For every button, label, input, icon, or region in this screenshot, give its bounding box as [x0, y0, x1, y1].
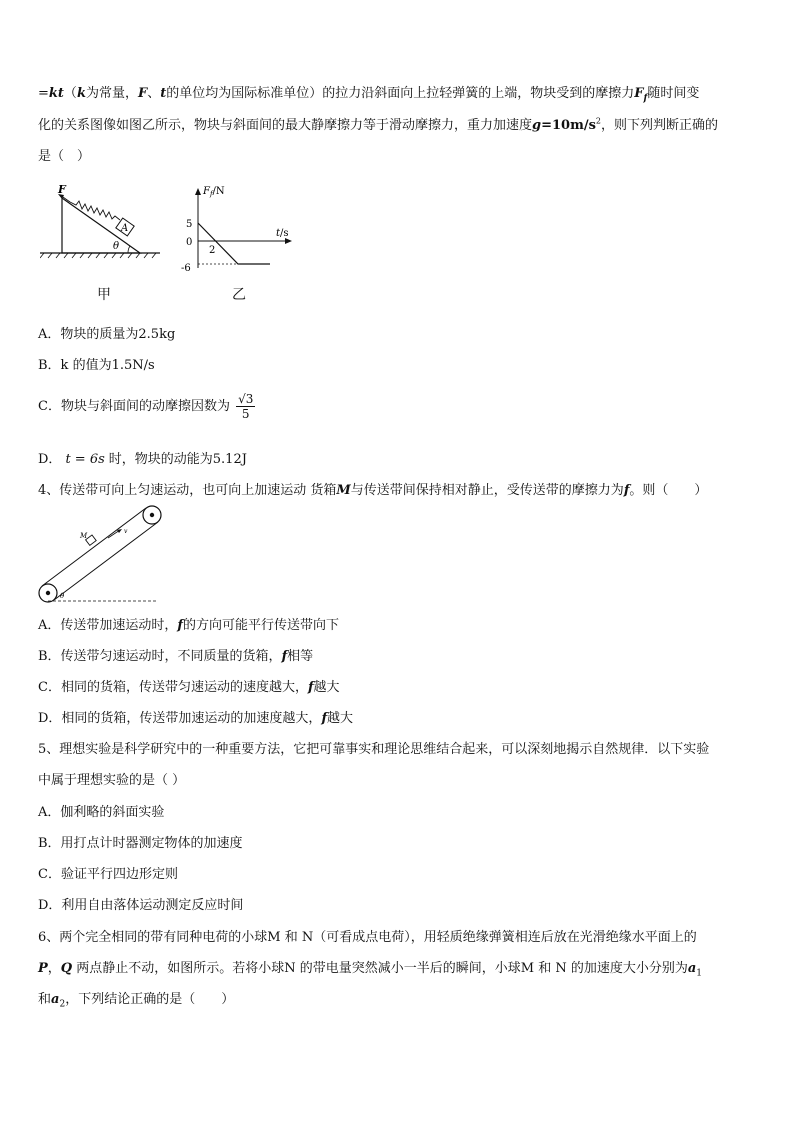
q6-a1-sub: 1: [696, 968, 703, 979]
q3-figure-yi: [178, 180, 303, 275]
yi-tick-neg6: -6: [181, 263, 191, 274]
yi-tick-0: 0: [186, 237, 193, 248]
q3-option-a: A．物块的质量为2.5kg: [38, 327, 176, 342]
q3-text: （: [63, 86, 77, 101]
spring: [70, 201, 120, 220]
q4-f: f: [281, 649, 288, 664]
q3-stem-line-2: [38, 114, 718, 133]
cargo-box-M: [86, 535, 97, 545]
q3-F: F: [137, 86, 148, 101]
yi-tick-5: 5: [186, 219, 193, 230]
belt-top: [42, 508, 146, 586]
q3-equals: =: [38, 86, 49, 101]
q4-text: 越大: [313, 680, 340, 695]
label-F: F: [58, 183, 66, 196]
label-A: A: [121, 223, 129, 234]
yi-y-label: $F_f/N$: [203, 186, 225, 198]
label-theta: θ: [113, 241, 120, 252]
q3-kt: kt: [48, 86, 64, 101]
q5-stem-line-1: 5、理想实验是科学研究中的一种重要方法，它把可靠事实和理论思维结合起来，可以深刻地揭示自然规律．以下实验: [38, 742, 710, 757]
q3-text: 随时间变: [647, 86, 700, 101]
q6-P: P: [38, 961, 48, 976]
q5-option-b: B．用打点计时器测定物体的加速度: [38, 836, 243, 851]
label-M: M: [80, 532, 88, 540]
q6-a2-sub: 2: [59, 999, 66, 1010]
yi-friction-curve: [198, 223, 270, 264]
q3-k: k: [76, 86, 86, 101]
angle-arc: [128, 246, 130, 253]
q4-text: A．传送带加速运动时，: [38, 618, 178, 633]
q3-option-d-prefix: D．: [38, 452, 62, 467]
q4-text: 相等: [287, 649, 314, 664]
q5-option-a: A．伽利略的斜面实验: [38, 805, 165, 820]
q3-option-d: [38, 448, 247, 467]
q6-a2: a: [51, 992, 60, 1007]
q4-text: 的方向可能平行传送带向下: [182, 618, 339, 633]
q3-Ff-sub: f: [643, 93, 648, 104]
q3-option-d-math: t = 6s: [65, 452, 105, 467]
fraction-numerator: √3: [238, 392, 254, 406]
q3-text: 、: [147, 86, 161, 101]
q4-option-c: [38, 676, 340, 695]
q4-text: 越大: [327, 711, 354, 726]
q5-option-d: D．利用自由落体运动测定反应时间: [38, 898, 244, 913]
q3-option-b: B．k 的值为1.5N/s: [38, 358, 155, 373]
q3-g-value: =10m/s: [541, 118, 596, 133]
q3-figure-yi-caption: 乙: [232, 287, 246, 303]
lower-pulley-axle: [46, 591, 50, 595]
q5-option-c: C．验证平行四边形定则: [38, 867, 178, 882]
q3-stem-line-3: 是（ ）: [38, 149, 91, 164]
q3-figure-jia-caption: 甲: [97, 287, 111, 303]
q5-stem-line-2: 中属于理想实验的是（ ）: [38, 773, 186, 788]
q6-text: 和: [38, 992, 52, 1007]
label-theta: θ: [60, 592, 65, 600]
q4-stem: [38, 479, 707, 498]
fraction-denominator: 5: [241, 407, 250, 421]
q4-option-d: [38, 707, 353, 726]
q4-option-b: [38, 645, 313, 664]
q3-t: t: [160, 86, 167, 101]
q3-g-sup: 2: [595, 116, 602, 126]
yi-y-arrowhead: [195, 188, 201, 195]
q6-a1: a: [687, 961, 697, 976]
q3-text: ，则下列判断正确的: [601, 118, 719, 133]
q3-text: 为常量，: [85, 86, 138, 101]
yi-tick-2: 2: [209, 245, 216, 256]
q6-stem-line-2: [38, 957, 702, 979]
q4-f: f: [623, 483, 630, 498]
q3-figure-jia: [40, 180, 165, 260]
q4-f: f: [307, 680, 314, 695]
q4-conveyor-figure: [38, 500, 208, 608]
q6-Q: Q: [60, 961, 73, 976]
ground-hatch: [40, 253, 156, 258]
yi-x-label: t/s: [276, 228, 289, 239]
belt-bottom: [54, 522, 158, 600]
q4-option-a: [38, 614, 339, 633]
q6-stem-line-3: [38, 988, 234, 1010]
q3-Ff: F: [634, 86, 644, 101]
q6-text: 两点静止不动，如图所示。若将小球N 的带电量突然减小一半后的瞬间，小球M 和 N 的加速度大小分别为: [72, 961, 688, 976]
upper-pulley-axle: [150, 513, 154, 517]
q4-M: M: [336, 483, 351, 498]
label-v: v: [124, 528, 128, 535]
q4-f: f: [177, 618, 183, 633]
q3-option-c-fraction: [236, 392, 255, 421]
q3-stem-line-1: [38, 82, 699, 104]
q4-text: D．相同的货箱，传送带加速运动的加速度越大，: [38, 711, 322, 726]
q3-g: g: [532, 118, 542, 133]
q4-f: f: [321, 711, 328, 726]
q4-text: C．相同的货箱，传送带匀速运动的速度越大，: [38, 680, 308, 695]
q3-option-d-text: 时，物块的动能为5.12J: [108, 452, 247, 467]
q6-text: ，: [47, 961, 61, 976]
q4-text: B．传送带匀速运动时，不同质量的货箱，: [38, 649, 282, 664]
q3-text: 化的关系图像如图乙所示，物块与斜面间的最大静摩擦力等于滑动摩擦力，重力加速度: [38, 118, 533, 133]
q6-text: ，下列结论正确的是（ ）: [65, 992, 235, 1007]
q4-text: 。则（ ）: [629, 483, 708, 498]
q3-option-c-text: C．物块与斜面间的动摩擦因数为: [38, 399, 230, 414]
q3-text: 的单位均为国际标准单位）的拉力沿斜面向上拉轻弹簧的上端，物块受到的摩擦力: [166, 86, 635, 101]
q4-text: 4、传送带可向上匀速运动，也可向上加速运动 货箱: [38, 483, 337, 498]
q4-text: 与传送带间保持相对静止，受传送带的摩擦力为: [350, 483, 624, 498]
q6-stem-line-1: 6、两个完全相同的带有同种电荷的小球M 和 N（可看成点电荷），用轻质绝缘弹簧相连后放在光滑绝缘水平面上的: [38, 930, 697, 945]
q3-option-c: [38, 392, 255, 421]
